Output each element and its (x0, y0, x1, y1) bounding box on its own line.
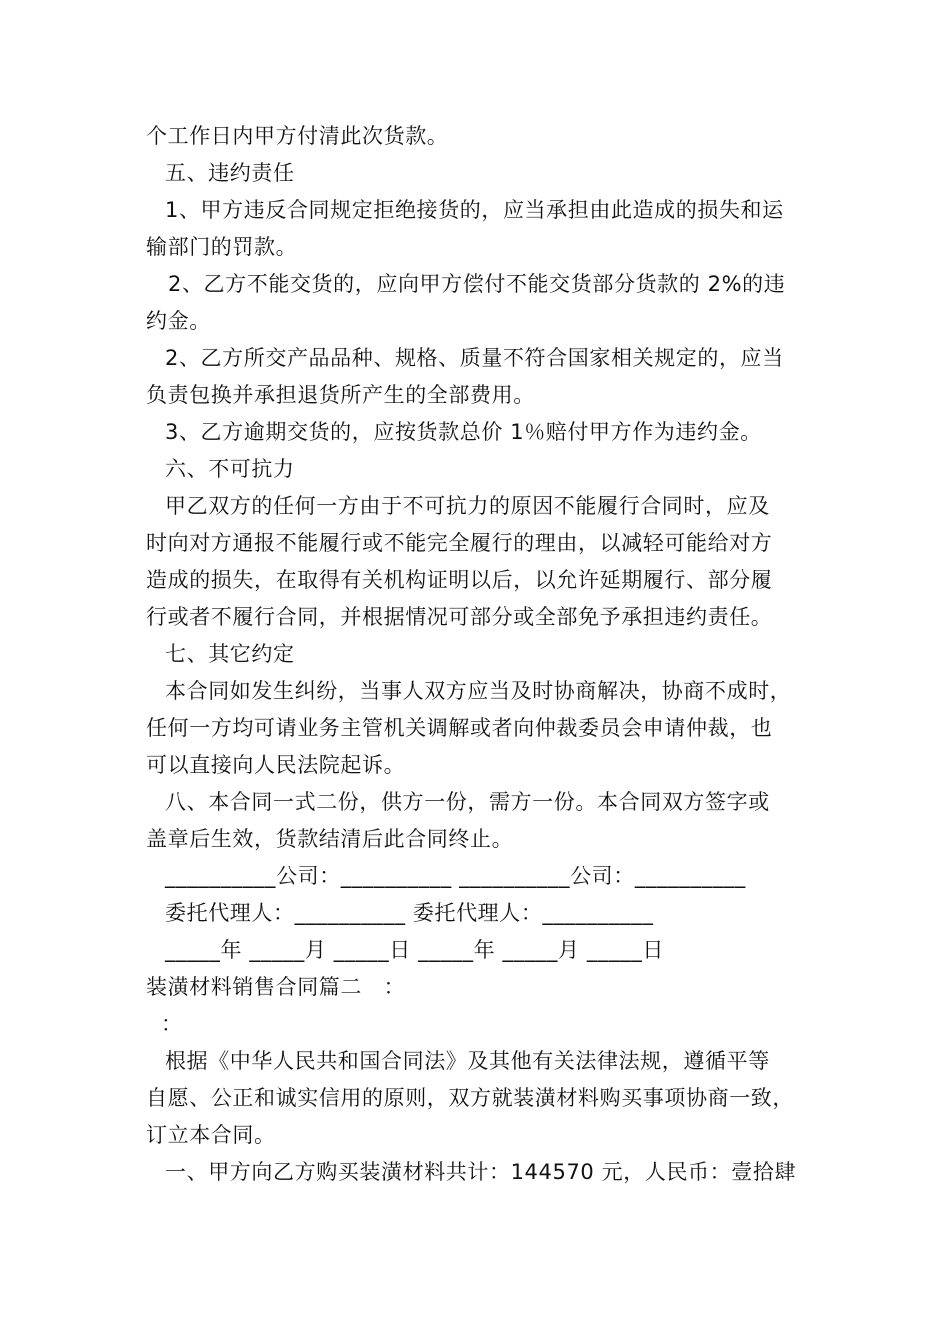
text-line: 根据《中华人民共和国合同法》及其他有关法律法规，遵循平等 (165, 1049, 770, 1073)
text-line: 3、乙方逾期交货的，应按货款总价 1％赔付甲方作为违约金。 (165, 420, 762, 444)
text-line: 造成的损失，在取得有关机构证明以后，以允许延期履行、部分履 (146, 568, 773, 592)
text-line: 输部门的罚款。 (146, 235, 298, 259)
text-line: 可以直接向人民法院起诉。 (146, 753, 406, 777)
section-heading: 七、其它约定 (165, 642, 295, 666)
section-heading: 五、违约责任 (165, 161, 295, 185)
text-line: 2、乙方所交产品品种、规格、质量不符合国家相关规定的，应当 (165, 346, 784, 370)
signature-agent-line: 委托代理人：__________ 委托代理人：__________ (165, 901, 654, 925)
text-line: 八、本合同一式二份，供方一份，需方一份。本合同双方签字或 (165, 790, 770, 814)
chapter-title: 装潢材料销售合同篇二 ： (146, 975, 406, 999)
text-line: 约金。 (146, 309, 211, 333)
text-line: ： (161, 1012, 183, 1036)
text-line: 时向对方通报不能履行或不能完全履行的理由，以减轻可能给对方 (146, 531, 773, 555)
text-line: 行或者不履行合同，并根据情况可部分或全部免予承担违约责任。 (146, 605, 773, 629)
text-line: 2、乙方不能交货的，应向甲方偿付不能交货部分货款的 2%的违 (168, 272, 786, 296)
signature-company-line: __________公司：__________ __________公司：__________ (165, 864, 746, 888)
text-line: 甲乙双方的任何一方由于不可抗力的原因不能履行合同时，应及 (165, 494, 770, 518)
text-line: 盖章后生效，货款结清后此合同终止。 (146, 827, 514, 851)
text-line: 自愿、公正和诚实信用的原则，双方就装潢材料购买事项协商一致， (146, 1086, 794, 1110)
text-line: 负责包换并承担退货所产生的全部费用。 (146, 383, 535, 407)
text-line: 1、甲方违反合同规定拒绝接货的，应当承担由此造成的损失和运 (165, 198, 784, 222)
signature-date-line: _____年 _____月 _____日 _____年 _____月 _____日 (165, 938, 664, 962)
text-line: 个工作日内甲方付清此次货款。 (146, 124, 449, 148)
text-line: 订立本合同。 (146, 1123, 276, 1147)
section-heading: 六、不可抗力 (165, 457, 295, 481)
text-line: 本合同如发生纠纷，当事人双方应当及时协商解决，协商不成时， (165, 679, 792, 703)
text-line: 一、甲方向乙方购买装潢材料共计：144570 元，人民币：壹拾肆 (165, 1160, 797, 1184)
text-line: 任何一方均可请业务主管机关调解或者向仲裁委员会申请仲裁，也 (146, 716, 773, 740)
